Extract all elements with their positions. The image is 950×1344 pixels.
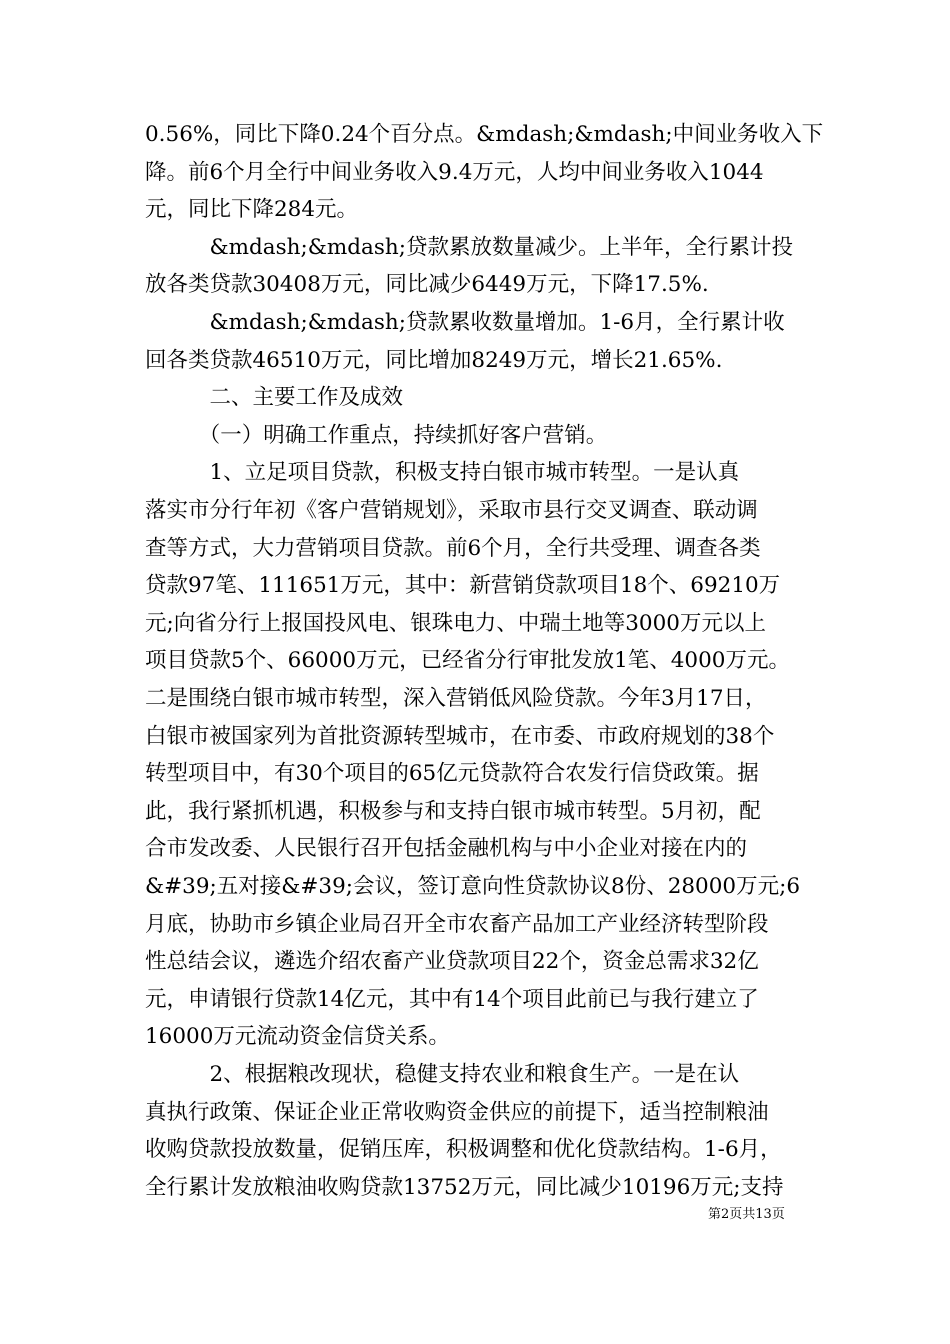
text-line: 月底，协助市乡镇企业局召开全市农畜产品加工产业经济转型阶段 (145, 911, 769, 937)
text-line: 16000万元流动资金信贷关系。 (145, 1024, 450, 1050)
text-line: 真执行政策、保证企业正常收购资金供应的前提下，适当控制粮油 (145, 1099, 769, 1125)
text-line: （一）明确工作重点，持续抓好客户营销。 (145, 422, 608, 448)
text-line: &mdash;&mdash;贷款累收数量增加。1-6月，全行累计收 (145, 310, 785, 335)
page-number-footer: 第2页共13页 (708, 1207, 785, 1222)
text-line: 性总结会议，遴选介绍农畜产业贷款项目22个，资金总需求32亿 (145, 949, 759, 975)
text-line: &#39;五对接&#39;会议，签订意向性贷款协议8份、28000万元;6 (145, 874, 801, 899)
text-line: 白银市被国家列为首批资源转型城市，在市委、市政府规划的38个 (145, 723, 775, 749)
text-line: 元;向省分行上报国投风电、银珠电力、中瑞土地等3000万元以上 (145, 610, 766, 636)
text-line: 2、根据粮改现状，稳健支持农业和粮食生产。一是在认 (145, 1062, 740, 1087)
text-line: 回各类贷款46510万元，同比增加8249万元，增长21.65%. (145, 347, 723, 373)
text-line: 1、立足项目贷款，积极支持白银市城市转型。一是认真 (145, 460, 740, 486)
text-line: 项目贷款5个、66000万元，已经省分行审批发放1笔、4000万元。 (145, 648, 790, 674)
text-line: 全行累计发放粮油收购贷款13752万元，同比减少10196万元;支持 (145, 1174, 784, 1200)
text-line: 查等方式，大力营销项目贷款。前6个月，全行共受理、调查各类 (145, 535, 761, 561)
text-line: 贷款97笔、111651万元，其中：新营销贷款项目18个、69210万 (145, 573, 781, 599)
text-line: 降。前6个月全行中间业务收入9.4万元，人均中间业务收入1044 (145, 159, 764, 185)
text-line: &mdash;&mdash;贷款累放数量减少。上半年，全行累计投 (145, 234, 793, 260)
text-line: 二是围绕白银市城市转型，深入营销低风险贷款。今年3月17日， (145, 686, 767, 711)
text-line: 元，同比下降284元。 (145, 197, 359, 223)
text-line: 落实市分行年初《客户营销规划》，采取市县行交叉调查、联动调 (145, 498, 758, 523)
text-line: 0.56%，同比下降0.24个百分点。&mdash;&mdash;中间业务收入下 (145, 122, 824, 147)
text-line: 二、主要工作及成效 (145, 385, 404, 411)
text-line: 收购贷款投放数量，促销压库，积极调整和优化贷款结构。1-6月， (145, 1137, 782, 1163)
text-line: 转型项目中，有30个项目的65亿元贷款符合农发行信贷政策。据 (145, 761, 759, 787)
text-line: 放各类贷款30408万元，同比减少6449万元，下降17.5%. (145, 272, 709, 298)
text-line: 合市发改委、人民银行召开包括金融机构与中小企业对接在内的 (145, 836, 748, 862)
text-line: 元，申请银行贷款14亿元，其中有14个项目此前已与我行建立了 (145, 986, 759, 1012)
text-line: 此，我行紧抓机遇，积极参与和支持白银市城市转型。5月初，配 (145, 798, 761, 824)
